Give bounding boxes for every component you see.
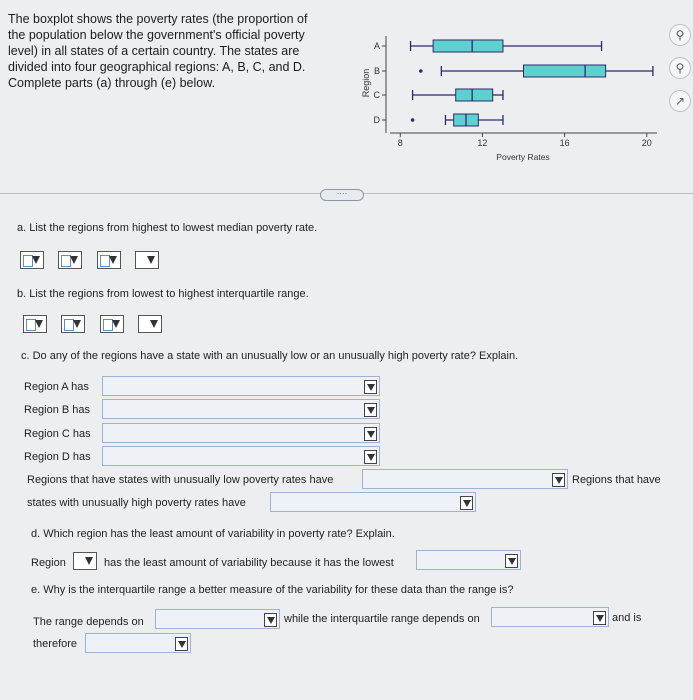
- low-outlier-suffix: Regions that have: [572, 474, 661, 486]
- x-tick-label: 20: [641, 138, 652, 148]
- part-b-dropdown-3[interactable]: [100, 315, 124, 333]
- iqr-depends-dropdown[interactable]: [491, 607, 609, 627]
- region-d-dropdown[interactable]: [102, 446, 380, 466]
- part-d-explanation: has the least amount of variability because it has the lowest: [104, 557, 394, 569]
- part-d-region-label: Region: [31, 557, 66, 569]
- region-d-label: Region D has: [24, 451, 91, 463]
- part-e-question: e. Why is the interquartile range a better measure of the variability for these data than the range is?: [31, 584, 514, 596]
- x-tick-label: 12: [477, 138, 488, 148]
- range-depends-label: The range depends on: [33, 616, 144, 628]
- therefore-dropdown[interactable]: [85, 633, 191, 653]
- region-c-dropdown[interactable]: [102, 423, 380, 443]
- zoom-out-icon[interactable]: ⚲: [669, 57, 691, 79]
- part-b-dropdown-4[interactable]: [138, 315, 162, 333]
- intro-text: The boxplot shows the poverty rates (the proportion of the population below the government's official poverty level) in all states of a certain country. The states are divided into four geographical regions: A, B, C, and D. Complete parts (a) through (e) below.: [8, 12, 308, 90]
- part-a-dropdown-1[interactable]: [20, 251, 44, 269]
- category-label: C: [373, 90, 380, 100]
- part-d-measure-dropdown[interactable]: [416, 550, 521, 570]
- category-label: B: [373, 66, 380, 76]
- part-a-question: a. List the regions from highest to lowest median poverty rate.: [17, 222, 318, 234]
- part-a-dropdown-3[interactable]: [97, 251, 121, 269]
- part-d-region-dropdown[interactable]: [73, 552, 97, 570]
- region-a-label: Region A has: [24, 381, 89, 393]
- part-d-question: d. Which region has the least amount of variability in poverty rate? Explain.: [31, 528, 395, 540]
- part-b-dropdown-1[interactable]: [23, 315, 47, 333]
- y-axis-title: Region: [361, 68, 371, 98]
- part-c-question: c. Do any of the regions have a state with an unusually low or an unusually high poverty rate? Explain.: [21, 350, 519, 362]
- region-a-dropdown[interactable]: [102, 376, 380, 396]
- low-outlier-dropdown[interactable]: [362, 469, 568, 489]
- category-label: A: [373, 41, 380, 51]
- external-link-icon[interactable]: ↗: [669, 90, 691, 112]
- box: [524, 65, 606, 77]
- boxplot-chart: [355, 28, 675, 168]
- outlier-point: [419, 69, 423, 73]
- x-tick-label: 8: [397, 138, 403, 148]
- x-axis-title: Poverty Rates: [496, 152, 550, 162]
- region-c-label: Region C has: [24, 428, 91, 440]
- high-outlier-label: states with unusually high poverty rates have: [27, 497, 246, 509]
- box: [433, 40, 503, 52]
- high-outlier-dropdown[interactable]: [270, 492, 476, 512]
- part-a-dropdown-2[interactable]: [58, 251, 82, 269]
- region-b-dropdown[interactable]: [102, 399, 380, 419]
- therefore-label: therefore: [33, 638, 78, 650]
- x-tick-label: 16: [559, 138, 570, 148]
- search-icon[interactable]: ⚲: [669, 24, 691, 46]
- iqr-depends-label: while the interquartile range depends on: [284, 613, 480, 625]
- region-b-label: Region B has: [24, 404, 91, 416]
- more-toggle-button[interactable]: ····: [320, 189, 364, 201]
- part-b-dropdown-2[interactable]: [61, 315, 85, 333]
- outlier-point: [411, 118, 415, 122]
- part-b-question: b. List the regions from lowest to highest interquartile range.: [17, 288, 309, 300]
- box: [456, 89, 493, 101]
- range-depends-dropdown[interactable]: [155, 609, 280, 629]
- iqr-suffix: and is: [612, 612, 642, 624]
- low-outlier-label: Regions that have states with unusually low poverty rates have: [27, 474, 334, 486]
- category-label: D: [373, 115, 380, 125]
- part-a-dropdown-4[interactable]: [135, 251, 159, 269]
